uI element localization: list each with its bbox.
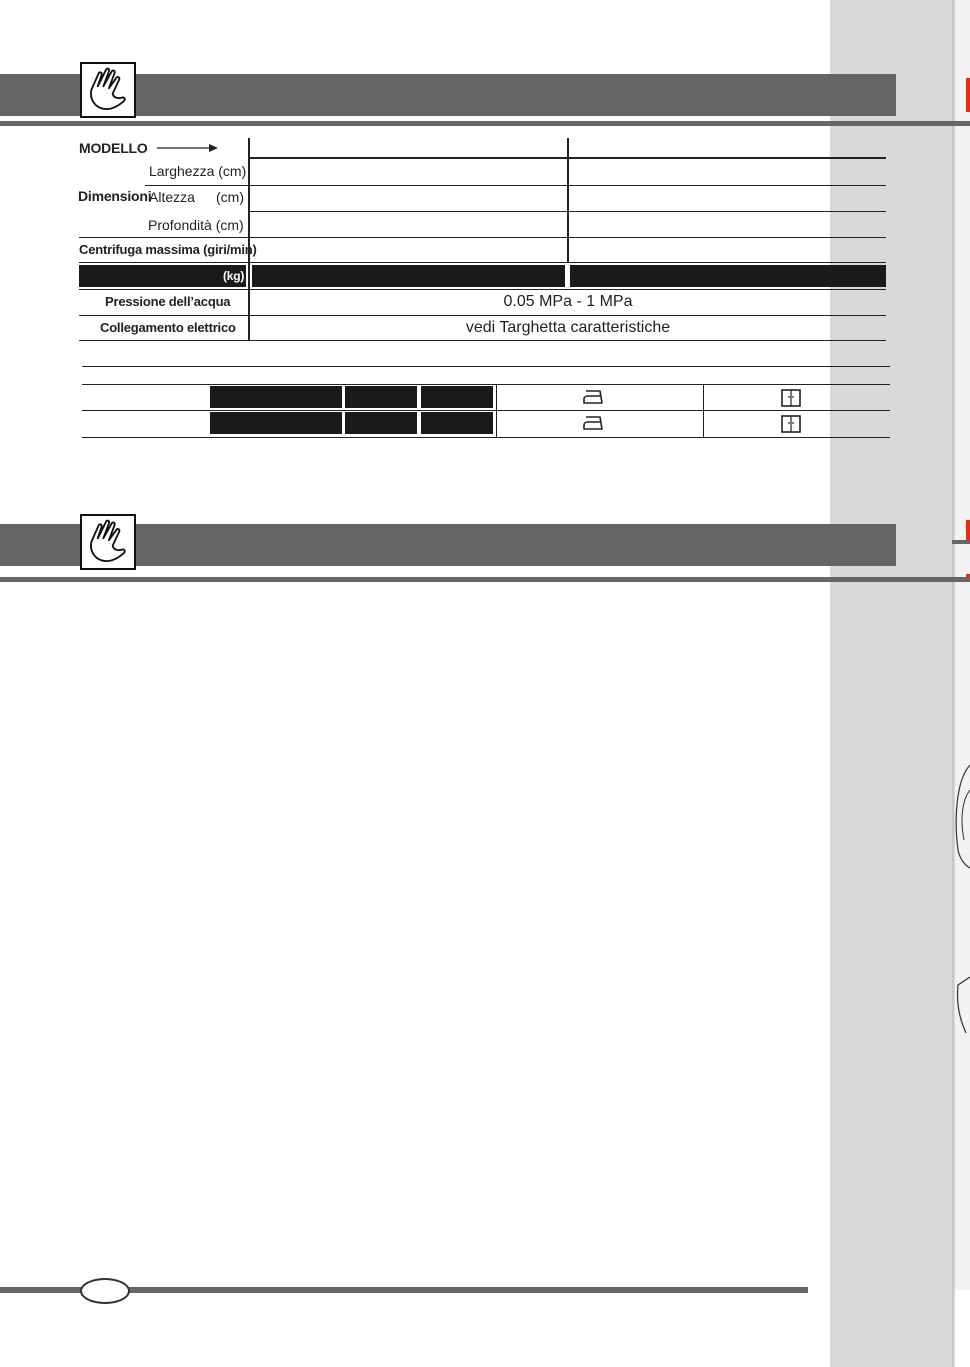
- table-rule: [248, 211, 886, 212]
- capacity-value-cell: [570, 265, 886, 287]
- energy-cell: [421, 412, 493, 434]
- table-rule: [79, 340, 886, 341]
- edge-red-mark: [966, 520, 970, 542]
- table-rule: [145, 185, 886, 186]
- iron-icon: [582, 413, 608, 433]
- edge-drawing-fragment: [952, 975, 970, 1035]
- spin-label: Centrifuga massima (giri/min): [79, 242, 257, 257]
- height-unit: (cm): [216, 189, 244, 205]
- height-label: Altezza: [149, 189, 195, 205]
- table-rule: [79, 262, 886, 263]
- side-tab-strip: [830, 0, 955, 1367]
- table-rule: [79, 315, 886, 316]
- dimensions-label: Dimensioni: [78, 188, 152, 204]
- energy-table-rule: [82, 437, 890, 438]
- water-pressure-value: 0.05 MPa - 1 MPa: [503, 293, 633, 310]
- adjacent-page-edge: [955, 0, 970, 1290]
- arrow-right-icon: [157, 142, 219, 154]
- energy-cell: [421, 386, 493, 408]
- energy-table-rule: [82, 384, 890, 385]
- capacity-unit: (kg): [223, 269, 245, 283]
- width-label: Larghezza (cm): [149, 163, 247, 179]
- energy-table-rule: [82, 366, 890, 367]
- wardrobe-icon: [778, 388, 804, 408]
- edge-band-fragment: [952, 540, 970, 544]
- electrical-label: Collegamento elettrico: [100, 320, 236, 335]
- energy-cell: [345, 386, 417, 408]
- table-rule: [79, 289, 886, 290]
- section-header-rule: [0, 577, 970, 582]
- table-rule: [79, 237, 886, 238]
- electrical-value: vedi Targhetta caratteristiche: [465, 319, 671, 336]
- edge-drawing-fragment: [952, 760, 970, 870]
- capacity-value-cell: [252, 265, 565, 287]
- energy-column-divider: [496, 384, 497, 438]
- model-label: MODELLO: [79, 140, 148, 156]
- energy-cell: [210, 412, 342, 434]
- capacity-row-label-cell: [79, 265, 246, 287]
- energy-table-rule: [82, 410, 890, 411]
- hand-icon: [80, 62, 136, 118]
- edge-red-mark: [966, 78, 970, 112]
- energy-cell: [345, 412, 417, 434]
- hand-icon: [80, 514, 136, 570]
- page-edge-divider: [952, 0, 954, 1367]
- energy-column-divider: [703, 384, 704, 438]
- page-number-oval: [80, 1278, 130, 1304]
- table-rule: [248, 157, 886, 159]
- wardrobe-icon: [778, 414, 804, 434]
- water-pressure-label: Pressione dell’acqua: [105, 294, 231, 309]
- section-header-rule: [0, 121, 970, 126]
- energy-cell: [210, 386, 342, 408]
- depth-label: Profondità (cm): [148, 217, 244, 233]
- iron-icon: [582, 387, 608, 407]
